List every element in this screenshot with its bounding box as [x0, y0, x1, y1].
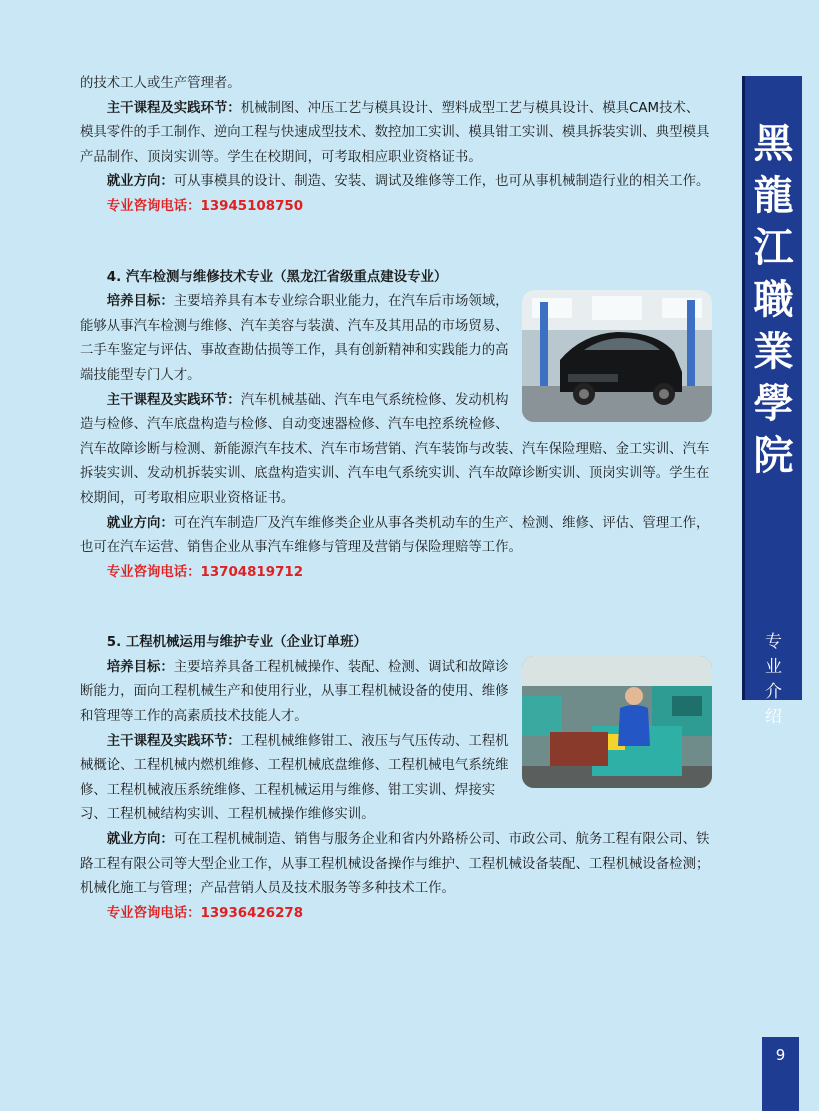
college-name-vertical [745, 118, 802, 482]
intro-courses-label: 主干课程及实践环节： [106, 100, 241, 116]
section4-employment-label: 就业方向： [106, 515, 174, 531]
intro-courses [80, 97, 712, 171]
intro-contact-phone: 专业咨询电话：13945108750 [106, 198, 304, 214]
section5-employment [80, 828, 712, 902]
college-name-char: 龍 [753, 172, 794, 219]
side-title-panel [742, 76, 802, 727]
section-label-char: 介 [765, 682, 782, 702]
college-name-char: 江 [753, 224, 794, 271]
car-repair-photo [522, 290, 712, 422]
college-name-char: 院 [753, 432, 794, 479]
intro-employment-text: 可从事模具的设计、制造、安装、调试及维修等工作，也可从事机械制造行业的相关工作。 [173, 174, 710, 190]
intro-employment [80, 170, 712, 195]
college-name-char: 職 [753, 276, 794, 323]
section5-title: 5. 工程机械运用与维护专业（企业订单班） [106, 635, 367, 651]
section4-title: 4. 汽车检测与维修技术专业（黑龙江省级重点建设专业） [106, 269, 448, 285]
intro-continuation: 的技术工人或生产管理者。 [80, 76, 241, 91]
college-name-char: 黑 [753, 120, 794, 167]
section5-employment-text: 可在工程机械制造、销售与服务企业和省内外路桥公司、市政公司、航务工程有限公司、铁路工程有限公司等大型企业工作，从事工程机械设备操作与维护、工程机械设备装配、工程机械设备检测；机械化施工与管理；产品营销人员及技术服务等多种技术工作。 [80, 832, 710, 897]
section-label-vertical [745, 630, 802, 730]
intro-employment-label: 就业方向： [106, 174, 174, 190]
section4-goal-label: 培养目标： [106, 294, 174, 310]
machinery-workshop-photo [522, 656, 712, 788]
section4-contact-phone: 专业咨询电话：13704819712 [106, 564, 304, 580]
section5-goal-text: 主要培养具备工程机械操作、装配、检测、调试和故障诊断能力，面向工程机械生产和使用行业，从事工程机械设备的使用、维修和管理等工作的高素质技术技能人才。 [80, 659, 509, 725]
college-name-char: 業 [753, 328, 794, 375]
section5-goal-label: 培养目标： [106, 659, 174, 675]
section5-courses-label: 主干课程及实践环节： [106, 733, 241, 749]
section5-contact-phone: 专业咨询电话：13936426278 [106, 905, 304, 921]
section5-courses-text: 工程机械维修钳工、液压与气压传动、工程机械概论、工程机械内燃机维修、工程机械底盘维修、工程机械电气系统维修、工程机械液压系统维修、工程机械运用与维修、钳工实训、焊接实习、工程机械结构实训、工程机械操作维修实训。 [80, 733, 509, 823]
section4-goal-text: 主要培养具有本专业综合职业能力，在汽车后市场领域，能够从事汽车检测与维修、汽车美容与装潢、汽车及其用品的市场贸易、二手车鉴定与评估、事故查勘估损等工作，具有创新精神和实践能力的高端技能型专门人才。 [80, 294, 509, 383]
section-label-char: 专 [765, 632, 782, 652]
intro-courses-text: 机械制图、冲压工艺与模具设计、塑料成型工艺与模具设计、模具CAM技术、模具零件的手工制作、逆向工程与快速成型技术、数控加工实训、模具钳工实训、模具拆装实训、典型模具产品制作、顶岗实训等。学生在校期间，可考取相应职业资格证书。 [80, 100, 710, 165]
page-content [80, 72, 712, 926]
page-number: 9 [762, 1037, 799, 1111]
section4-employment [80, 512, 712, 561]
college-name-char: 學 [753, 380, 794, 427]
section5-employment-label: 就业方向： [106, 832, 174, 848]
section-label-char: 绍 [765, 707, 782, 727]
section-label-char: 业 [765, 657, 782, 677]
section4-courses-label: 主干课程及实践环节： [106, 392, 241, 408]
section4-employment-text: 可在汽车制造厂及汽车维修类企业从事各类机动车的生产、检测、维修、评估、管理工作，也可在汽车运营、销售企业从事汽车维修与管理及营销与保险理赔等工作。 [80, 515, 710, 556]
section4-courses-text: 汽车机械基础、汽车电气系统检修、发动机构造与检修、汽车底盘构造与检修、自动变速器检修、汽车电控系统检修、汽车故障诊断与检测、新能源汽车技术、汽车市场营销、汽车装饰与改装、汽车保险理赔、金工实训、汽车拆装实训、发动机拆装实训、底盘构造实训、汽车电气系统实训、汽车故障诊断实训、顶岗实训等。学生在校期间，可考取相应职业资格证书。 [80, 392, 710, 506]
